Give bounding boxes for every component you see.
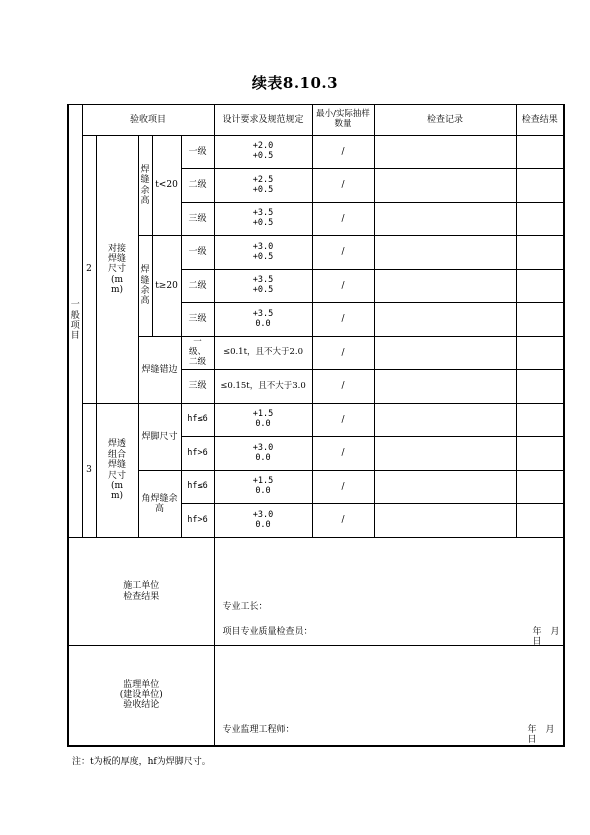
quality-inspector-label: 项目专业质量检查员： xyxy=(222,627,313,637)
item-name-butt-weld: 对接焊缝尺寸(mm) xyxy=(96,136,138,404)
supervision-unit-label: 监理单位(建设单位)验收结论 xyxy=(68,646,214,746)
header-inspection-record: 检查记录 xyxy=(374,105,516,136)
inspection-record-input[interactable] xyxy=(374,303,516,337)
item-name-combined-weld: 焊透组合焊缝尺寸(mm) xyxy=(96,404,138,538)
foreman-label: 专业工长： xyxy=(222,602,268,612)
inspection-result-input[interactable] xyxy=(516,270,564,303)
leg-size-label: 焊脚尺寸 xyxy=(138,404,181,471)
requirement-cell: +3.5 0.0 xyxy=(214,303,312,337)
table-title: 续表8.10.3 xyxy=(251,74,339,92)
inspection-record-input[interactable] xyxy=(374,370,516,404)
group-weld-reinforcement-1: 焊缝余高 xyxy=(138,136,152,236)
sample-qty-cell: / xyxy=(312,370,374,404)
header-inspection-result: 检查结果 xyxy=(516,105,564,136)
footnote: 注：t为板的厚度，hf为焊脚尺寸。 xyxy=(72,757,211,767)
header-acceptance-item: 验收项目 xyxy=(82,105,214,136)
inspection-result-input[interactable] xyxy=(516,136,564,169)
requirement-cell: +3.0 +0.5 xyxy=(214,236,312,270)
requirement-cell: ≤0.1t，且不大于2.0 xyxy=(214,337,312,370)
construction-unit-label: 施工单位检查结果 xyxy=(68,538,214,646)
inspection-result-input[interactable] xyxy=(516,404,564,437)
sample-qty-cell: / xyxy=(312,270,374,303)
sample-qty-cell: / xyxy=(312,437,374,471)
item-number-2: 2 xyxy=(82,136,96,404)
inspection-result-input[interactable] xyxy=(516,471,564,504)
thickness-ge-20: t≥20 xyxy=(152,236,181,337)
supervising-engineer-label: 专业监理工程师： xyxy=(222,725,295,735)
requirement-cell: +1.5 0.0 xyxy=(214,471,312,504)
inspection-record-input[interactable] xyxy=(374,169,516,203)
requirement-cell: +3.0 0.0 xyxy=(214,437,312,471)
header-sample-qty: 最小/实际抽样数量 xyxy=(312,105,374,136)
inspection-result-input[interactable] xyxy=(516,370,564,404)
requirement-cell: +1.5 0.0 xyxy=(214,404,312,437)
acceptance-form-table xyxy=(67,104,569,747)
requirement-cell: +3.0 0.0 xyxy=(214,504,312,538)
item-number-3: 3 xyxy=(82,404,96,538)
grade-cell: 三级 xyxy=(181,370,214,404)
inspection-record-input[interactable] xyxy=(374,270,516,303)
inspection-record-input[interactable] xyxy=(374,404,516,437)
sample-qty-cell: / xyxy=(312,504,374,538)
sample-qty-cell: / xyxy=(312,337,374,370)
requirement-cell: ≤0.15t，且不大于3.0 xyxy=(214,370,312,404)
inspection-record-input[interactable] xyxy=(374,136,516,169)
sample-qty-cell: / xyxy=(312,203,374,236)
inspection-record-input[interactable] xyxy=(374,437,516,471)
grade-cell: 三级 xyxy=(181,303,214,337)
inspection-result-input[interactable] xyxy=(516,504,564,538)
grade-cell: 三级 xyxy=(181,203,214,236)
sample-qty-cell: / xyxy=(312,303,374,337)
grade-cell: 一级 xyxy=(181,136,214,169)
category-cell: 一般项目 xyxy=(68,105,82,538)
requirement-cell: +2.0 +0.5 xyxy=(214,136,312,169)
inspection-result-input[interactable] xyxy=(516,437,564,471)
thickness-lt-20: t<20 xyxy=(152,136,181,236)
inspection-result-input[interactable] xyxy=(516,337,564,370)
inspection-result-input[interactable] xyxy=(516,203,564,236)
header-design-requirement: 设计要求及规范规定 xyxy=(214,105,312,136)
grade-cell: 二级 xyxy=(181,270,214,303)
sample-qty-cell: / xyxy=(312,404,374,437)
requirement-cell: +2.5 +0.5 xyxy=(214,169,312,203)
condition-cell: hf≤6 xyxy=(181,471,214,504)
condition-cell: hf>6 xyxy=(181,504,214,538)
grade-cell: 一级 xyxy=(181,236,214,270)
condition-cell: hf>6 xyxy=(181,437,214,471)
requirement-cell: +3.5 +0.5 xyxy=(214,270,312,303)
inspection-record-input[interactable] xyxy=(374,471,516,504)
grade-cell: 二级 xyxy=(181,169,214,203)
sample-qty-cell: / xyxy=(312,236,374,270)
construction-signature-area[interactable] xyxy=(214,538,569,648)
inspection-record-input[interactable] xyxy=(374,337,516,370)
sample-qty-cell: / xyxy=(312,471,374,504)
supervision-date-label: 年 月 日 xyxy=(527,725,564,746)
group-weld-reinforcement-2: 焊缝余高 xyxy=(138,236,152,337)
grade-cell: 一级、二级 xyxy=(181,337,214,370)
construction-date-label: 年 月 日 xyxy=(532,627,569,648)
inspection-record-input[interactable] xyxy=(374,504,516,538)
inspection-result-input[interactable] xyxy=(516,303,564,337)
inspection-result-input[interactable] xyxy=(516,236,564,270)
sample-qty-cell: / xyxy=(312,136,374,169)
condition-cell: hf≤6 xyxy=(181,404,214,437)
inspection-record-input[interactable] xyxy=(374,203,516,236)
supervision-signature-area[interactable] xyxy=(214,646,564,746)
requirement-cell: +3.5 +0.5 xyxy=(214,203,312,236)
weld-misalignment-label: 焊缝错边 xyxy=(138,337,181,404)
inspection-record-input[interactable] xyxy=(374,236,516,270)
inspection-result-input[interactable] xyxy=(516,169,564,203)
fillet-reinforcement-label: 角焊缝余高 xyxy=(138,471,181,538)
sample-qty-cell: / xyxy=(312,169,374,203)
